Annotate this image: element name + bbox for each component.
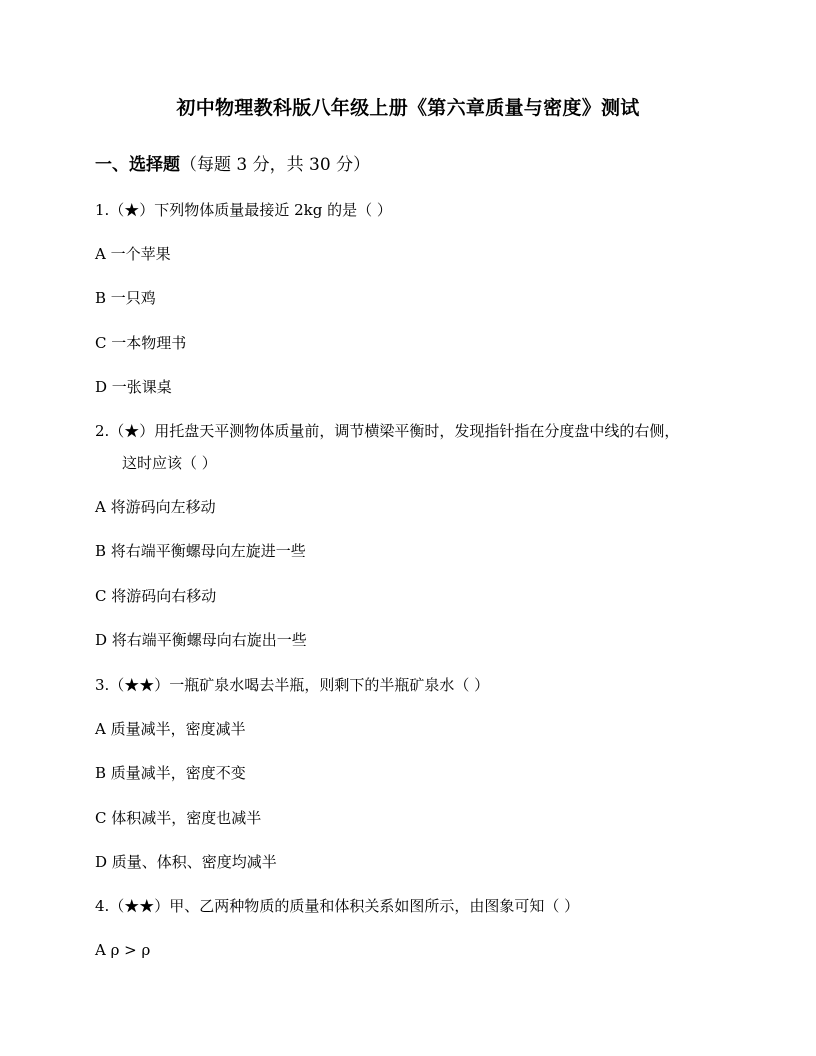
answer-option: C 将游码向右移动 <box>95 587 217 605</box>
answer-option: A 将游码向左移动 <box>95 498 216 516</box>
answer-option: C 体积减半，密度也减半 <box>95 809 262 827</box>
question-stem: 3.（★★）一瓶矿泉水喝去半瓶，则剩下的半瓶矿泉水（ ） <box>95 676 490 694</box>
answer-option: A 质量减半，密度减半 <box>95 720 246 738</box>
answer-option: D 质量、体积、密度均减半 <box>95 853 277 871</box>
question-stem: 4.（★★）甲、乙两种物质的质量和体积关系如图所示，由图象可知（ ） <box>95 897 580 915</box>
answer-option: B 质量减半，密度不变 <box>95 764 246 782</box>
answer-option: A 一个苹果 <box>95 245 171 263</box>
document-title: 初中物理教科版八年级上册《第六章质量与密度》测试 <box>176 97 640 119</box>
section-heading-note: （每题 3 分，共 30 分） <box>180 155 371 175</box>
section-heading-label: 一、选择题 <box>95 155 180 175</box>
answer-option: B 一只鸡 <box>95 289 156 307</box>
answer-option: B 将右端平衡螺母向左旋进一些 <box>95 542 306 560</box>
answer-option: D 一张课桌 <box>95 378 172 396</box>
answer-option: D 将右端平衡螺母向右旋出一些 <box>95 631 307 649</box>
question-stem: 1.（★）下列物体质量最接近 2kg 的是（ ） <box>95 201 392 219</box>
answer-option: A ρ > ρ <box>95 941 151 959</box>
question-stem: 2.（★）用托盘天平测物体质量前，调节横梁平衡时，发现指针指在分度盘中线的右侧， <box>95 422 680 440</box>
question-stem-continuation: 这时应该（ ） <box>122 454 217 472</box>
section-heading <box>95 150 370 175</box>
answer-option: C 一本物理书 <box>95 334 187 352</box>
